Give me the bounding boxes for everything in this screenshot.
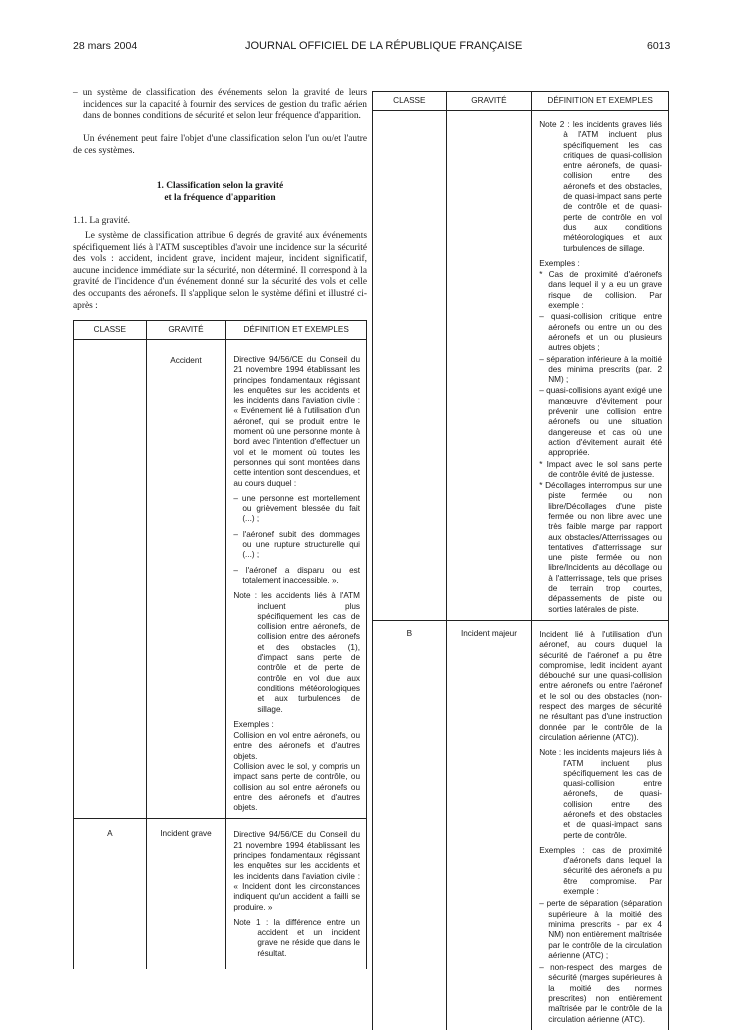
cell-definition — [226, 340, 367, 819]
intro-paragraph: Un événement peut faire l'objet d'une classification selon l'un ou/et l'autre de ces systèmes. — [73, 134, 367, 156]
example-item: * Décollages interrompus sur une piste fermée ou non libre/Décollages d'une piste fermée ou non libre avec une très faible marge par rapport aux obstacles/Atterrissages ou tentatives d'atterrissage sur une piste fermée ou non libre/Incidents au décollage ou à l'atterrissage, tels que prises de terrain trop courtes, dépassements de piste ou sorties latérales de piste. — [539, 481, 662, 614]
col-header-classe: CLASSE — [373, 92, 447, 111]
section-title — [73, 181, 367, 204]
table-row — [373, 111, 669, 621]
cell-classe: B — [373, 620, 447, 1029]
examples-label: Exemples : — [539, 258, 580, 268]
example-item: – quasi-collision critique entre aéronefs ou entre un ou des aéronefs et un ou plusieurs autres objets ; — [539, 312, 662, 353]
cell-definition — [532, 620, 669, 1029]
examples-label: Exemples : — [233, 719, 274, 729]
table-row — [74, 819, 367, 969]
cell-gravite: Accident — [146, 340, 226, 819]
section-title-line-2: et la fréquence d'apparition — [164, 192, 276, 203]
col-header-definition: DÉFINITION ET EXEMPLES — [532, 92, 669, 111]
intro-body: Le système de classification attribue 6 degrés de gravité aux événements spécifiquement liés à l'ATM susceptibles d'avoir une incidence sur la sécurité des vols : accident, incident grave, incident majeur, incident significatif, aucune incidence immédiate sur la sécurité, non déterminé. Il correspond à la gravité de l'incidence d'un événement donné sur la sécurité des vols et celle des occupants des aéronefs. Il s'applique selon le système défini et illustré ci-après : — [73, 231, 367, 311]
col-header-gravite: GRAVITÉ — [446, 92, 532, 111]
table-header-row — [373, 92, 669, 111]
cell-definition — [226, 819, 367, 969]
cell-classe — [373, 111, 447, 621]
col-header-definition: DÉFINITION ET EXEMPLES — [226, 321, 367, 340]
cell-gravite: Incident grave — [146, 819, 226, 969]
col-header-classe: CLASSE — [74, 321, 147, 340]
examples-text: Exemples : cas de proximité d'aéronefs dans lequel la sécurité des aéronefs a pu être compromise. Par exemple : — [539, 845, 662, 897]
table-row — [373, 620, 669, 1029]
cell-gravite — [446, 111, 532, 621]
header-date: 28 mars 2004 — [73, 40, 138, 52]
definition-item: – une personne est mortellement ou grièvement blessée du fait (...) ; — [233, 493, 360, 524]
example-item: – perte de séparation (séparation supérieure à la moitié des minima prescrits - par ex 4 NM) non entièrement maîtrisée par le contrôle de la circulation aérienne (ATC) ; — [539, 899, 662, 960]
example-item: – non-respect des marges de sécurité (marges supérieures à la moitié des normes prescrites) non entièrement maîtrisée par le contrôle de la circulation aérienne (ATC). — [539, 963, 662, 1024]
cell-gravite: Incident majeur — [446, 620, 532, 1029]
definition-item: – l'aéronef subit des dommages ou une rupture structurelle qui (...) ; — [233, 529, 360, 560]
example-item: * Cas de proximité d'aéronefs dans lequel il y a eu un grave risque de collision. Par exemple : — [539, 270, 662, 311]
definition-text: Directive 94/56/CE du Conseil du 21 novembre 1994 établissant les principes fondamentaux régissant les enquêtes sur les accidents et les incidents dans l'aviation civile : « Incident dont les circonstances indiquent qu'un accident a failli se produire. » — [233, 830, 360, 912]
section-title-line-1: 1. Classification selon la gravité — [156, 181, 284, 191]
page-number: 6013 — [647, 40, 671, 52]
cell-definition — [532, 111, 669, 621]
left-gravity-table — [73, 320, 367, 969]
definition-note: Note 1 : la différence entre un accident et un incident grave ne réside que dans le résultat. — [233, 917, 360, 958]
right-gravity-table — [372, 91, 669, 1030]
definition-note: Note : les incidents majeurs liés à l'ATM incluent plus spécifiquement les cas de quasi-collision entre aéronefs, de quasi-collision entre des aéronefs et des obstacles et de quasi-impact sans perte de contrôle. — [539, 748, 662, 840]
example-item: * Impact avec le sol sans perte de contrôle évité de justesse. — [539, 459, 662, 479]
definition-text: Incident lié à l'utilisation d'un aéronef, au cours duquel la sécurité de l'aéronef a pu être compromise, ledit incident ayant débouché sur une quasi-collision entre aéronefs ou entre l'aéronef et le sol ou des obstacles (non-respect des marges de sécurité ne résultant pas d'une instruction donnée par le contrôle de la circulation aérienne (ATC)). — [539, 629, 662, 742]
cell-classe — [74, 340, 147, 819]
definition-item: – l'aéronef a disparu ou est totalement inaccessible. ». — [233, 565, 360, 585]
table-header-row — [74, 321, 367, 340]
intro-bullet: – un système de classification des événements selon la gravité de leurs incidences sur la capacité à fournir des services de gestion du trafic aérien dans de bonnes conditions de sécurité et selon leur fréquence d'apparition. — [73, 88, 367, 122]
example-item: – séparation inférieure à la moitié des minima prescrits (par. 2 NM) ; — [539, 354, 662, 385]
journal-title: JOURNAL OFFICIEL DE LA RÉPUBLIQUE FRANÇAISE — [245, 40, 523, 52]
example-text: Collision avec le sol, y compris un impact sans perte de contrôle, ou collision au sol entre aéronefs ou entre des aéronefs et d'autres objets. — [233, 761, 360, 813]
definition-text: Directive 94/56/CE du Conseil du 21 novembre 1994 établissant les principes fondamentaux régissant les enquêtes sur les accidents et les incidents dans l'aviation civile : « Evénement lié à l'utilisation d'un aéronef, qui se produit entre le moment où une personne monte à bord avec l'intention d'effectuer un vol et le moment où toutes les personnes qui sont montées dans cette intention sont descendues, et au cours duquel : — [233, 355, 360, 488]
definition-note: Note : les accidents liés à l'ATM incluent plus spécifiquement les cas de collision entre aéronefs, de collision entre des aéronefs et des obstacles (1), d'impact sans perte de contrôle et de perte de contrôle en vol due aux conditions météorologiques et aux turbulences de sillage. — [233, 591, 360, 714]
example-text: Collision en vol entre aéronefs, ou entre des aéronefs et d'autres objets. — [233, 731, 360, 761]
example-item: – quasi-collisions ayant exigé une manœuvre d'évitement pour prévenir une collision entre aéronefs ou une situation dangereuse et cas où une action d'évitement aurait été appropriée. — [539, 386, 662, 458]
subsection-title: 1.1. La gravité. — [73, 216, 131, 226]
definition-note: Note 2 : les incidents graves liés à l'ATM incluent plus spécifiquement les cas critiques de quasi-collision entre aéronefs, de quasi-collision entre des aéronefs et des obstacles, de quasi-impact sans perte de contrôle et de quasi-perte de contrôle en vol dus aux conditions météorologiques et aux turbulences de sillage. — [539, 120, 662, 253]
col-header-gravite: GRAVITÉ — [146, 321, 226, 340]
cell-classe: A — [74, 819, 147, 969]
table-row — [74, 340, 367, 819]
